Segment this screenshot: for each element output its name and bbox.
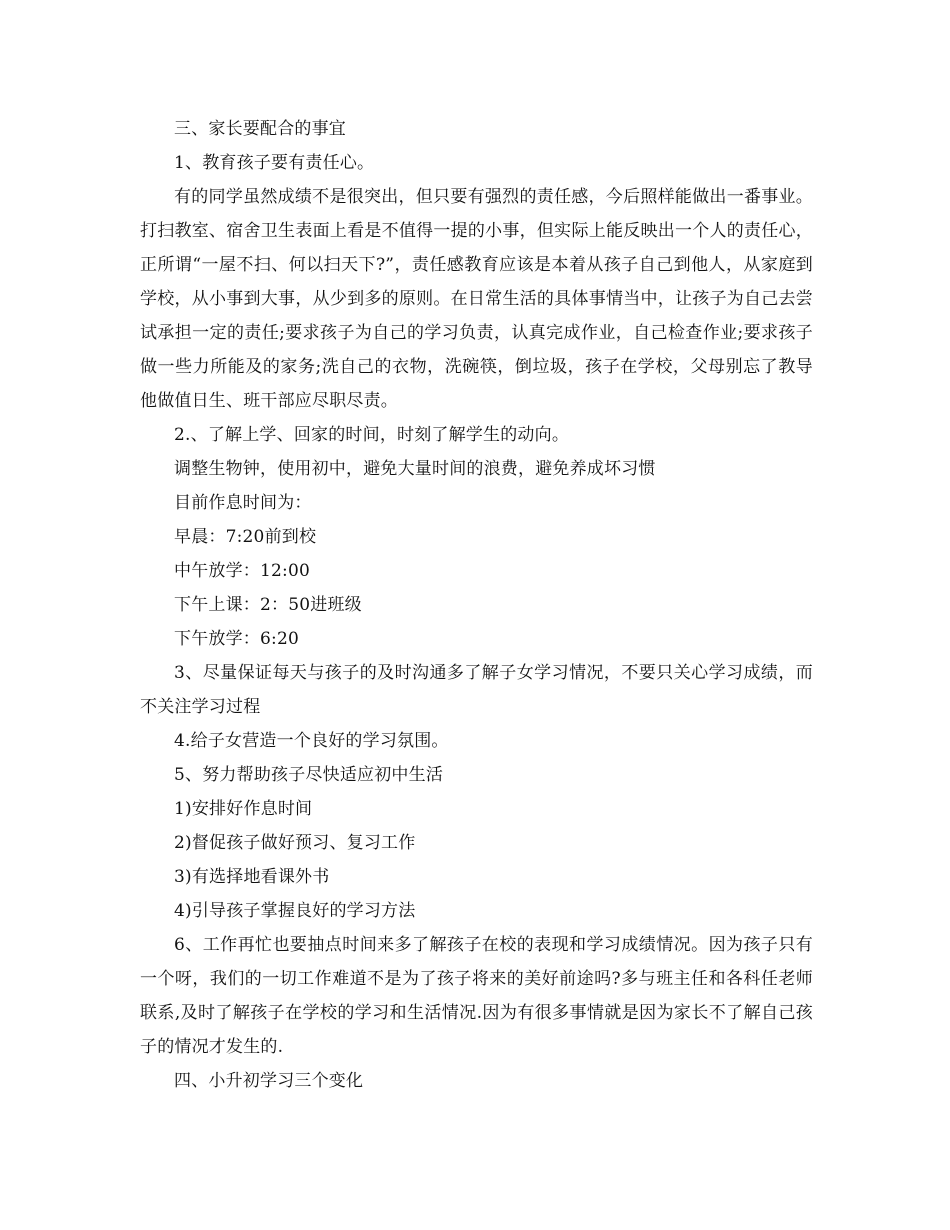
item-2-heading: 2.、了解上学、回家的时间，时刻了解学生的动向。 [174, 425, 570, 445]
item-4: 4.给子女营造一个良好的学习氛围。 [174, 731, 449, 751]
item-5-sub-1: 1)安排好作息时间 [174, 799, 313, 819]
schedule-intro: 目前作息时间为： [174, 493, 312, 513]
document-body [140, 112, 813, 1098]
schedule-afternoon-class: 下午上课：2：50进班级 [174, 595, 362, 615]
item-6: 6、工作再忙也要抽点时间来多了解孩子在校的表现和学习成绩情况。因为孩子只有一个呀，我们的一切工作难道不是为了孩子将来的美好前途吗?多与班主任和各科任老师联系,及时了解孩子在学校的学习和生活情况.因为有很多事情就是因为家长不了解自己孩子的情况才发生的. [140, 935, 813, 1057]
section-heading-3: 三、家长要配合的事宜 [174, 119, 346, 139]
schedule-noon: 中午放学：12:00 [174, 561, 310, 581]
item-3: 3、尽量保证每天与孩子的及时沟通多了解子女学习情况，不要只关心学习成绩，而不关注学习过程 [140, 663, 813, 717]
item-5-sub-2: 2)督促孩子做好预习、复习工作 [174, 833, 416, 853]
section-heading-4: 四、小升初学习三个变化 [174, 1071, 364, 1091]
item-1-heading: 1、教育孩子要有责任心。 [174, 153, 375, 173]
schedule-morning: 早晨：7:20前到校 [174, 527, 317, 547]
item-2-body: 调整生物钟，使用初中，避免大量时间的浪费，避免养成坏习惯 [174, 459, 656, 479]
item-1-body: 有的同学虽然成绩不是很突出，但只要有强烈的责任感，今后照样能做出一番事业。打扫教室、宿舍卫生表面上看是不值得一提的小事，但实际上能反映出一个人的责任心，正所谓“一屋不扫、何以扫天下?”，责任感教育应该是本着从孩子自己到他人，从家庭到学校，从小事到大事，从少到多的原则。在日常生活的具体事情当中，让孩子为自己去尝试承担一定的责任;要求孩子为自己的学习负责，认真完成作业，自己检查作业;要求孩子做一些力所能及的家务;洗自己的衣物，洗碗筷，倒垃圾，孩子在学校，父母别忘了教导他做值日生、班干部应尽职尽责。 [140, 187, 813, 411]
item-5-heading: 5、努力帮助孩子尽快适应初中生活 [174, 765, 444, 785]
item-5-sub-3: 3)有选择地看课外书 [174, 867, 330, 887]
schedule-afternoon-dismissal: 下午放学：6:20 [174, 629, 299, 649]
item-5-sub-4: 4)引导孩子掌握良好的学习方法 [174, 901, 416, 921]
